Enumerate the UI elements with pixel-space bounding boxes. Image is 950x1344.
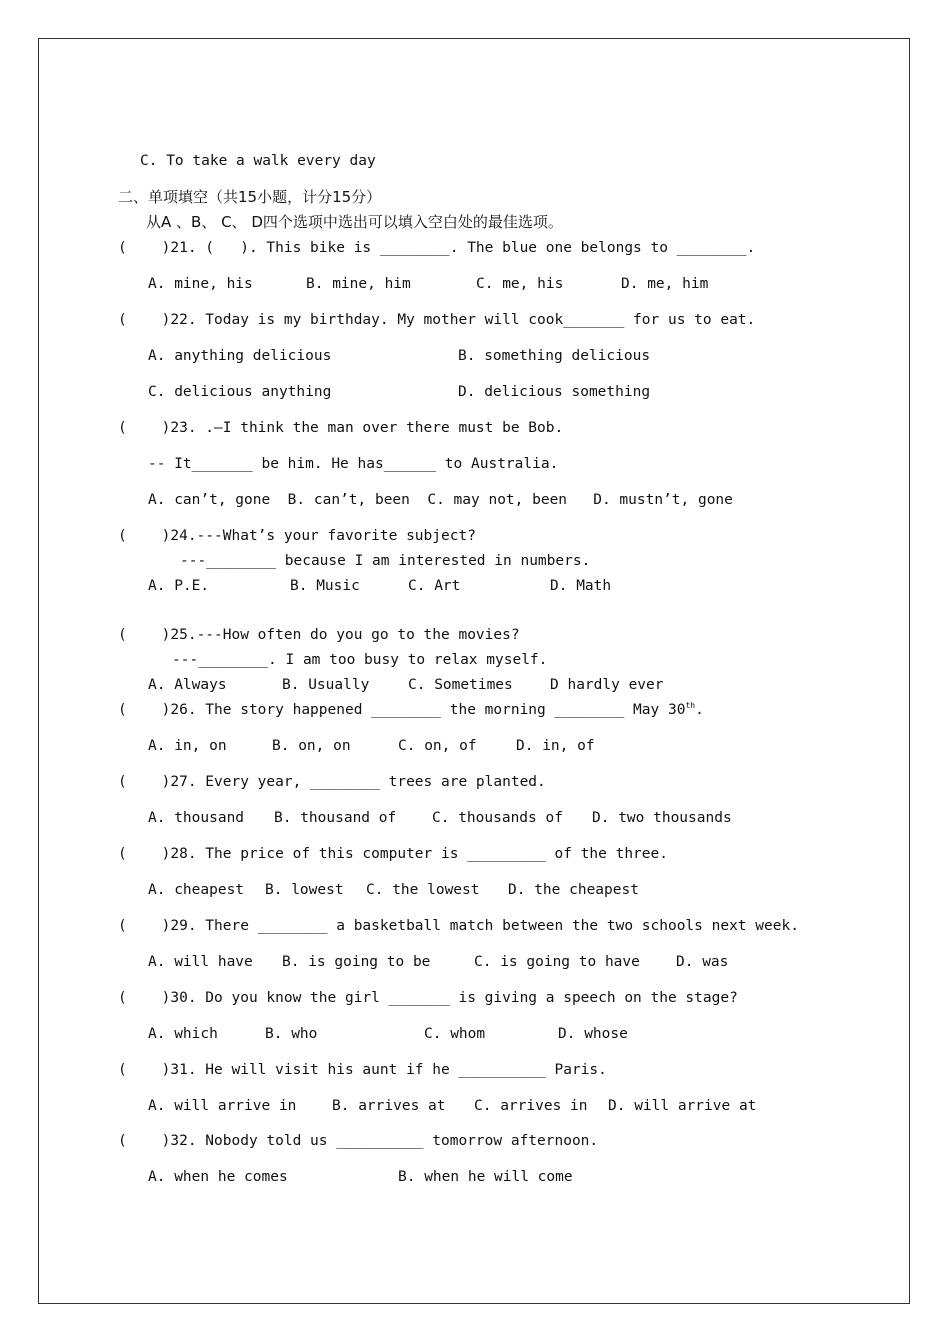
question-27-option-d: D. two thousands: [592, 810, 732, 826]
question-22-option-d: D. delicious something: [458, 384, 651, 400]
section-heading: 二、单项填空（共15小题，计分15分）: [118, 188, 382, 206]
question-24-option-a: A. P.E.: [148, 578, 210, 594]
question-29-option-d: D. was: [676, 954, 729, 970]
question-26-option-d: D. in, of: [516, 738, 595, 754]
question-21-stem: ( )21. ( ). This bike is ________. The blue one belongs to ________.: [118, 240, 756, 256]
question-28-option-a: A. cheapest: [148, 882, 245, 898]
question-21-option-b: B. mine, him: [306, 276, 411, 292]
question-32-option-b: B. when he will come: [398, 1169, 573, 1185]
previous-question-option-c: C. To take a walk every day: [140, 153, 376, 169]
question-23-stem: ( )23. .—I think the man over there must be Bob.: [118, 420, 564, 436]
question-25-option-b: B. Usually: [282, 677, 370, 693]
question-26-option-a: A. in, on: [148, 738, 227, 754]
question-32-option-a: A. when he comes: [148, 1169, 288, 1185]
question-25-option-d: D hardly ever: [550, 677, 664, 693]
question-24-option-d: D. Math: [550, 578, 612, 594]
question-28-option-c: C. the lowest: [366, 882, 480, 898]
question-30-option-b: B. who: [265, 1026, 318, 1042]
question-28-stem: ( )28. The price of this computer is _________ of the three.: [118, 846, 668, 862]
question-23-options: A. can’t, gone B. can’t, been C. may not, been D. mustn’t, gone: [148, 492, 733, 508]
question-27-option-a: A. thousand: [148, 810, 245, 826]
section-instruction: 从A 、B、 C、 D四个选项中选出可以填入空白处的最佳选项。: [146, 213, 563, 231]
question-29-option-a: A. will have: [148, 954, 253, 970]
question-30-option-d: D. whose: [558, 1026, 628, 1042]
question-30-option-a: A. which: [148, 1026, 218, 1042]
question-26-option-c: C. on, of: [398, 738, 477, 754]
question-26-option-b: B. on, on: [272, 738, 351, 754]
question-24-reply: ---________ because I am interested in numbers.: [180, 553, 591, 569]
question-22-option-b: B. something delicious: [458, 348, 651, 364]
question-30-stem: ( )30. Do you know the girl _______ is giving a speech on the stage?: [118, 990, 738, 1006]
question-25-stem: ( )25.---How often do you go to the movies?: [118, 627, 520, 643]
question-26-stem: ( )26. The story happened ________ the morning ________ May 30th.: [118, 701, 704, 718]
question-21-option-d: D. me, him: [621, 276, 709, 292]
question-21-option-c: C. me, his: [476, 276, 564, 292]
question-27-stem: ( )27. Every year, ________ trees are planted.: [118, 774, 546, 790]
question-27-option-b: B. thousand of: [274, 810, 397, 826]
question-32-stem: ( )32. Nobody told us __________ tomorrow afternoon.: [118, 1133, 599, 1149]
question-31-option-a: A. will arrive in: [148, 1098, 297, 1114]
question-29-option-b: B. is going to be: [282, 954, 431, 970]
question-22-option-a: A. anything delicious: [148, 348, 332, 364]
question-25-option-c: C. Sometimes: [408, 677, 513, 693]
question-31-option-b: B. arrives at: [332, 1098, 446, 1114]
question-31-option-c: C. arrives in: [474, 1098, 588, 1114]
question-25-reply: ---________. I am too busy to relax myself.: [172, 652, 548, 668]
question-29-option-c: C. is going to have: [474, 954, 640, 970]
question-28-option-b: B. lowest: [265, 882, 344, 898]
question-23-reply: -- It_______ be him. He has______ to Australia.: [148, 456, 559, 472]
question-25-option-a: A. Always: [148, 677, 227, 693]
question-31-stem: ( )31. He will visit his aunt if he __________ Paris.: [118, 1062, 607, 1078]
question-31-option-d: D. will arrive at: [608, 1098, 757, 1114]
question-28-option-d: D. the cheapest: [508, 882, 639, 898]
question-22-stem: ( )22. Today is my birthday. My mother will cook_______ for us to eat.: [118, 312, 756, 328]
question-22-option-c: C. delicious anything: [148, 384, 332, 400]
question-21-option-a: A. mine, his: [148, 276, 253, 292]
question-24-stem: ( )24.---What’s your favorite subject?: [118, 528, 476, 544]
question-24-option-b: B. Music: [290, 578, 360, 594]
question-30-option-c: C. whom: [424, 1026, 486, 1042]
question-29-stem: ( )29. There ________ a basketball match between the two schools next week.: [118, 918, 799, 934]
question-27-option-c: C. thousands of: [432, 810, 563, 826]
question-24-option-c: C. Art: [408, 578, 461, 594]
